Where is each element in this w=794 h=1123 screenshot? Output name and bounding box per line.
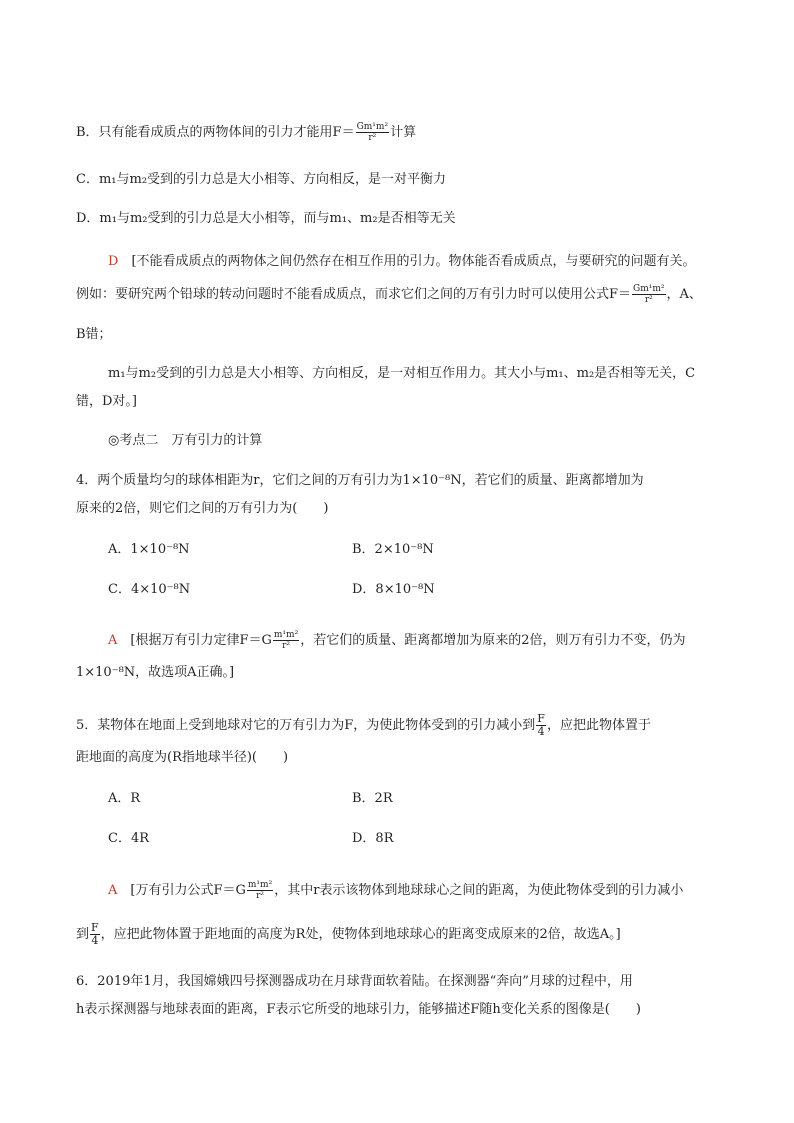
answer-text: [万有引力公式F＝G [130, 883, 246, 898]
fraction [356, 122, 389, 143]
q3-answer-line-2 [76, 284, 702, 305]
q3-option-d: D．m₁与m₂受到的引力总是大小相等，而与m₁、m₂是否相等无关 [76, 211, 456, 226]
fraction-denominator: 4 [537, 725, 545, 738]
q5-answer-line-1 [108, 880, 683, 901]
fraction [273, 630, 299, 651]
fraction-denominator: r² [256, 891, 264, 901]
q5-option-c: C．4R [108, 831, 150, 846]
answer-text: 到 [76, 927, 90, 942]
fraction-denominator: 4 [91, 934, 99, 947]
q6-stem-line-1: 6．2019年1月，我国嫦娥四号探测器成功在月球背面软着陆。在探测器“奔向”月球的过程中，用 [76, 974, 633, 989]
fraction-denominator: r² [644, 295, 653, 305]
fraction-numerator: F [537, 712, 545, 725]
answer-text: ，其中r表示该物体到地球球心之间的距离，为使此物体受到的引力减小 [274, 883, 684, 898]
fraction-numerator: m¹m² [247, 880, 273, 890]
fraction-numerator: Gm¹m² [356, 122, 389, 132]
q4-option-b: B．2×10⁻⁸N [352, 542, 434, 557]
fraction [90, 922, 100, 947]
q6-stem-line-2: h表示探测器与地球表面的距离，F表示它所受的地球引力，能够描述F随h变化关系的图像是( ) [76, 1002, 641, 1017]
fraction-denominator: r² [282, 641, 290, 651]
answer-text: ，应把此物体置于距地面的高度为R处，使物体到地球球心的距离变成原来的2倍，故选A。] [100, 927, 621, 942]
q5-option-d: D．8R [352, 831, 394, 846]
q3-answer-line-5: 错，D对。] [76, 394, 137, 409]
answer-letter: A [108, 633, 118, 648]
q4-stem-line-2: 原来的2倍，则它们之间的万有引力为( ) [76, 501, 329, 516]
q5-option-a: A．R [108, 791, 141, 806]
fraction-denominator: r² [368, 133, 377, 143]
fraction-numerator: Gm¹m² [633, 284, 665, 294]
q4-answer-line-2: 1×10⁻⁸N，故选项A正确。] [76, 665, 235, 680]
fraction [247, 880, 273, 901]
section-heading: ◎考点二 万有引力的计算 [108, 433, 263, 448]
q3-option-b-text: B．只有能看成质点的两物体间的引力才能用F＝ [76, 125, 355, 140]
q4-answer-line-1 [108, 630, 685, 651]
stem-text: 5．某物体在地面上受到地球对它的万有引力为F，为使此物体受到的引力减小到 [76, 718, 536, 733]
q3-option-b-tail: 计算 [390, 125, 417, 140]
q4-option-c: C．4×10⁻⁸N [108, 582, 191, 597]
answer-letter: A [108, 883, 118, 898]
q4-option-a: A．1×10⁻⁸N [108, 542, 190, 557]
q4-option-d: D．8×10⁻⁸N [352, 582, 435, 597]
fraction-numerator: m¹m² [273, 630, 299, 640]
answer-letter: D [108, 254, 119, 269]
fraction [536, 713, 546, 738]
answer-text: ，A、 [666, 287, 702, 302]
answer-text: 例如：要研究两个铅球的转动问题时不能看成质点，而求它们之间的万有引力时可以使用公式F＝ [76, 287, 632, 302]
fraction [632, 284, 665, 305]
q3-option-b [76, 122, 416, 143]
q5-option-b: B．2R [352, 791, 393, 806]
q4-stem-line-1: 4．两个质量均匀的球体相距为r，它们之间的万有引力为1×10⁻⁸N，若它们的质量、距离都增加为 [76, 473, 644, 488]
q5-answer-line-2 [76, 922, 621, 947]
q3-answer-line-1 [108, 253, 696, 271]
answer-text: [不能看成质点的两物体之间仍然存在相互作用的引力。物体能否看成质点，与要研究的问题有关。 [131, 254, 696, 269]
q3-option-c: C．m₁与m₂受到的引力总是大小相等、方向相反，是一对平衡力 [76, 172, 447, 187]
q3-answer-line-3: B错； [76, 327, 112, 342]
fraction-numerator: F [91, 921, 99, 934]
answer-text: ，若它们的质量、距离都增加为原来的2倍，则万有引力不变，仍为 [300, 633, 686, 648]
q3-answer-line-4: m₁与m₂受到的引力总是大小相等、方向相反，是一对相互作用力。其大小与m₁、m₂是否相等无关，C [108, 366, 696, 381]
stem-text: ，应把此物体置于 [546, 718, 651, 733]
q5-stem-line-1 [76, 713, 651, 738]
q5-stem-line-2: 距地面的高度为(R指地球半径)( ) [76, 750, 289, 765]
answer-text: [根据万有引力定律F＝G [130, 633, 272, 648]
